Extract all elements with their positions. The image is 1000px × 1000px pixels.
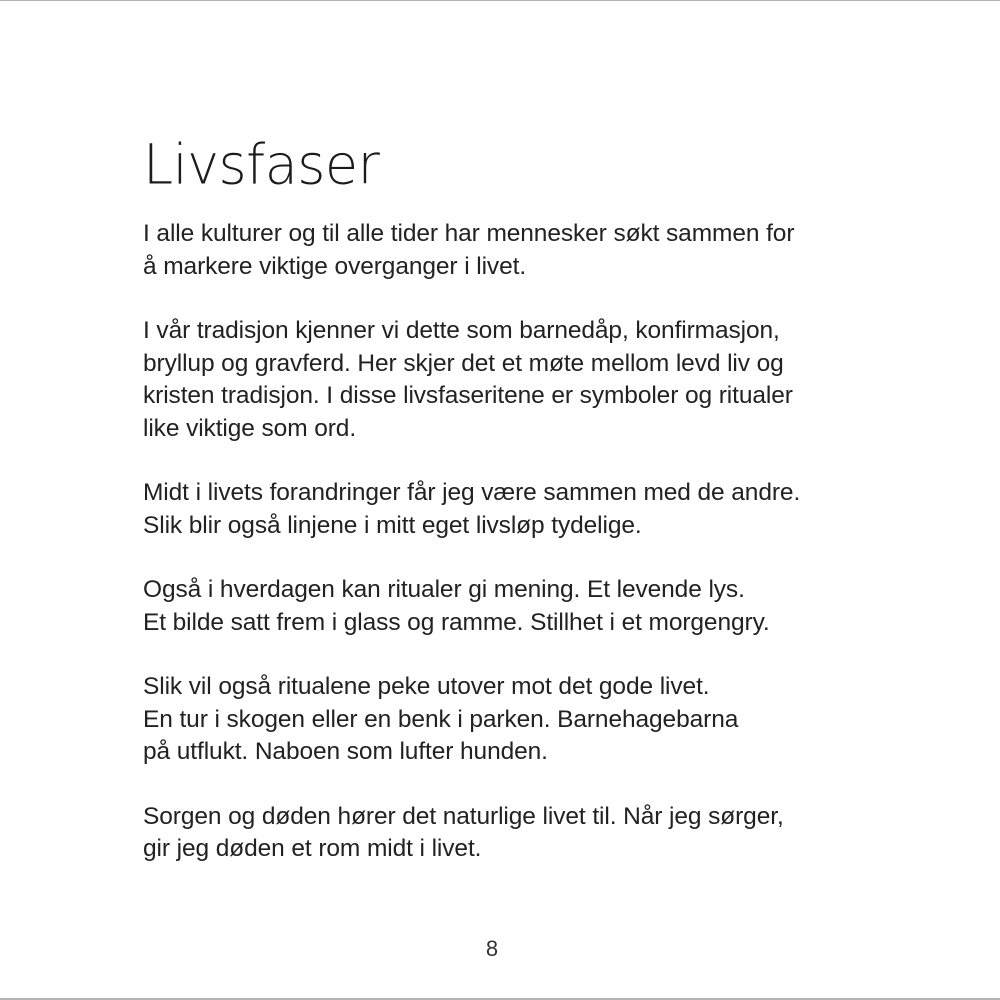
text-line: Også i hverdagen kan ritualer gi mening. Et levende lys.: [143, 576, 745, 603]
text-line: kristen tradisjon. I disse livsfaseritene er symboler og ritualer: [143, 382, 793, 409]
paragraph-intro: [143, 218, 903, 283]
text-line: I vår tradisjon kjenner vi dette som barnedåp, konfirmasjon,: [143, 317, 780, 344]
text-line: gir jeg døden et rom midt i livet.: [143, 835, 482, 862]
text-line: å markere viktige overganger i livet.: [143, 252, 527, 280]
text-line: like viktige som ord.: [143, 414, 357, 442]
page-content: [143, 130, 903, 898]
paragraph-everyday: [143, 574, 903, 639]
text-line: Slik vil også ritualene peke utover mot det gode livet.: [143, 673, 710, 700]
text-line: En tur i skogen eller en benk i parken. Barnehagebarna: [143, 705, 739, 733]
paragraph-changes: [143, 477, 903, 542]
paragraph-grief: [143, 801, 903, 866]
text-line: bryllup og gravferd. Her skjer det et møte mellom levd liv og: [143, 349, 784, 377]
text-line: Slik blir også linjene i mitt eget livsløp tydelige.: [143, 511, 642, 539]
text-line: Et bilde satt frem i glass og ramme. Stillhet i et morgengry.: [143, 608, 770, 636]
page-number: 8: [485, 936, 499, 961]
text-line: på utflukt. Naboen som lufter hunden.: [143, 738, 548, 765]
text-line: Midt i livets forandringer får jeg være sammen med de andre.: [143, 479, 801, 506]
paragraph-good-life: [143, 671, 903, 769]
text-line: I alle kulturer og til alle tider har mennesker søkt sammen for: [143, 220, 795, 247]
text-line: Sorgen og døden hører det naturlige livet til. Når jeg sørger,: [143, 802, 784, 830]
page-title: Livsfaser: [143, 132, 380, 197]
paragraph-tradition: [143, 315, 903, 445]
page-top-edge: [0, 0, 1000, 1]
